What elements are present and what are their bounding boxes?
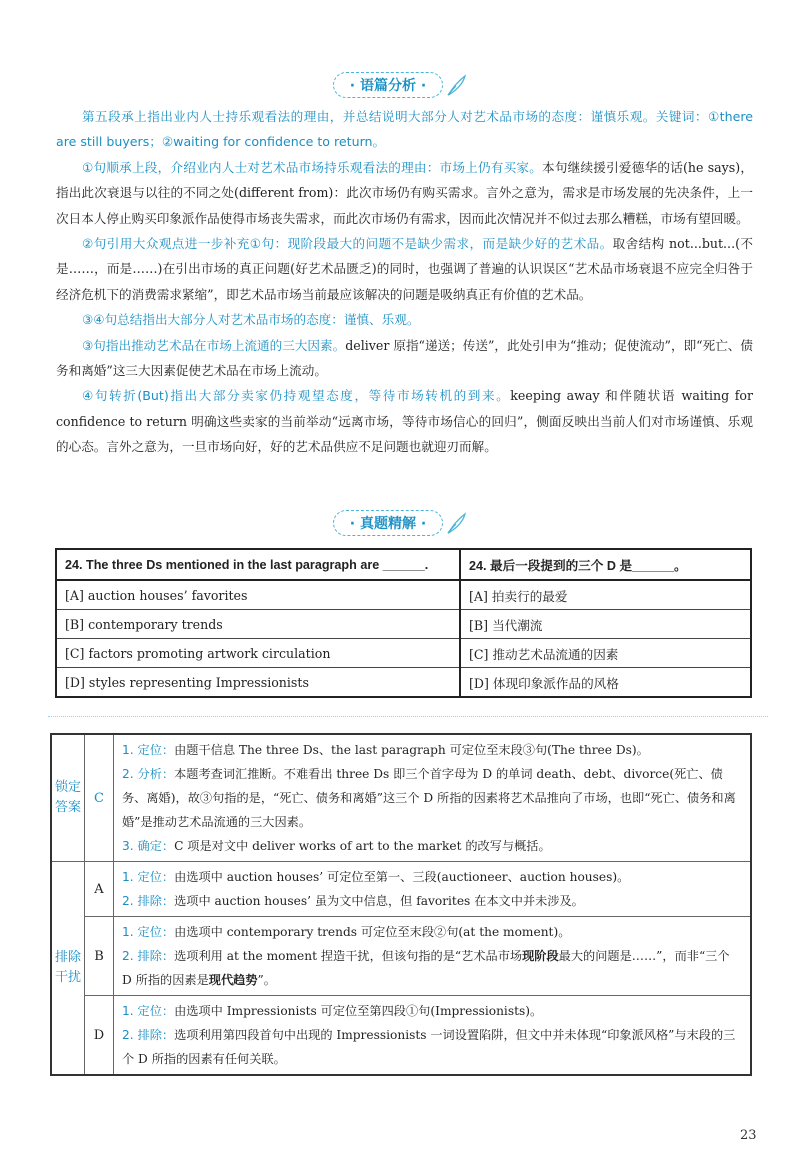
step-label: 1. 定位：	[122, 925, 175, 939]
question-stem-row	[56, 549, 751, 580]
step-text: 选项利用 at the moment 捏造干扰，但该句指的是“艺术品市场	[174, 949, 523, 963]
option-a-en: [A] auction houses’ favorites	[56, 580, 460, 610]
question-stem-en: 24. The three Ds mentioned in the last paragraph are ______.	[56, 549, 460, 580]
exclude-a-explanation	[114, 862, 752, 917]
step-text: 由选项中 auction houses’ 可定位至第一、三段(auctioneer、auction houses)。	[174, 870, 630, 884]
analysis-paragraph-4-text: deliver 原指“递送；传送”，此处引申为“推动；促使流动”，即“死亡、债务和离婚”这三大因素促使艺术品在市场上流动。	[56, 337, 753, 379]
answer-table	[50, 733, 752, 1076]
analysis-summary: 第五段承上指出业内人士持乐观看法的理由，并总结说明大部分人对艺术品市场的态度：谨慎乐观。关键词：①there are still buyers；②waiting for confidence to return。	[56, 109, 753, 150]
answer-exclude-a-row	[51, 862, 751, 917]
step-label: 2. 排除：	[122, 894, 175, 908]
exclude-letter-d: D	[85, 996, 114, 1076]
option-b-en: [B] contemporary trends	[56, 610, 460, 639]
analysis-paragraph-3-highlight: ③④句总结指出大部分人对艺术品市场的态度：谨慎、乐观。	[82, 312, 420, 328]
option-c-zh: [C] 推动艺术品流通的因素	[460, 639, 751, 668]
step-text: 本题考查词汇推断。不难看出 three Ds 即三个首字母为 D 的单词 death、debt、divorce(死亡、债务、离婚)，故③句指的是，“死亡、债务和离婚”这三个 D 所指的因素将艺术品推向了市场，也即“死亡、债务和离婚”是推动艺术品流通的三大因素。	[122, 767, 736, 829]
analysis-paragraph-4	[56, 333, 753, 384]
exclude-letter-a: A	[85, 862, 114, 917]
answer-exclude-d-row	[51, 996, 751, 1076]
step-text: 最大的问题是……”，而非“三个 D 所指的因素是	[122, 949, 730, 987]
correct-letter: C	[85, 734, 114, 862]
analysis-paragraph-2	[56, 231, 753, 307]
step-text: 由选项中 Impressionists 可定位至第四段①句(Impressionists)。	[174, 1004, 543, 1018]
exclude-b-explanation	[114, 917, 752, 996]
analysis-paragraph-5-highlight: ④句转折(But)指出大部分卖家仍持观望态度，等待市场转机的到来。	[82, 388, 511, 404]
answer-correct-row	[51, 734, 751, 862]
step-text: 选项利用第四段首句中出现的 Impressionists 一词设置陷阱，但文中并未体现“印象派风格”与末段的三个 D 所指的因素有任何关联。	[122, 1028, 736, 1066]
exclude-d-explanation	[114, 996, 752, 1076]
analysis-paragraph-2-highlight: ②句引用大众观点进一步补充①句：现阶段最大的问题不是缺少需求，而是缺少好的艺术品。	[82, 236, 613, 252]
option-a-zh: [A] 拍卖行的最爱	[460, 580, 751, 610]
step-text: 由选项中 contemporary trends 可定位至末段②句(at the moment)。	[174, 925, 571, 939]
analysis-paragraph-1-text: 本句继续援引爱德华的话(he says)，指出此次衰退与以往的不同之处(different from)：此次市场仍有购买需求。言外之意为，需求是市场发展的先决条件，上一次日本人停止购买印象派作品使得市场丧失需求，而此次市场仍有需求，因而此次情况并不似过去那么糟糕，市场有望回暖。	[56, 159, 753, 226]
analysis-paragraph-5-text: keeping away 和伴随状语 waiting for confidence to return 明确这些卖家的当前举动“远离市场，等待市场信心的回归”，侧面反映出当前人们对市场谨慎、乐观的心态。言外之意为，一旦市场向好，好的艺术品供应不足问题也就迎刃而解。	[56, 388, 753, 455]
step-label: 2. 分析：	[122, 767, 175, 781]
analysis-body	[56, 104, 753, 460]
emphasis-text: 现代趋势	[208, 973, 258, 987]
analysis-section-title: · 语篇分析 ·	[333, 72, 443, 98]
analysis-paragraph-5	[56, 383, 753, 459]
step-label: 3. 确定：	[122, 839, 175, 853]
exam-section-header	[0, 510, 800, 536]
correct-explanation	[114, 734, 752, 862]
exclude-letter-b: B	[85, 917, 114, 996]
category-correct-answer: 锁定答案	[51, 734, 85, 862]
emphasis-text: 现阶段	[522, 949, 559, 963]
question-table	[55, 548, 752, 698]
step-text: 选项中 auction houses’ 虽为文中信息，但 favorites 在本文中并未涉及。	[174, 894, 584, 908]
option-row-b	[56, 610, 751, 639]
page-number: 23	[740, 1128, 757, 1143]
analysis-paragraph-1	[56, 155, 753, 231]
question-stem-zh: 24. 最后一段提到的三个 D 是______。	[460, 549, 751, 580]
step-label: 2. 排除：	[122, 949, 175, 963]
step-label: 1. 定位：	[122, 870, 175, 884]
category-exclude: 排除干扰	[51, 862, 85, 1076]
option-row-c	[56, 639, 751, 668]
analysis-paragraph-4-highlight: ③句指出推动艺术品在市场上流通的三大因素。	[82, 337, 346, 353]
exam-section-title: · 真题精解 ·	[333, 510, 443, 536]
answer-exclude-b-row	[51, 917, 751, 996]
analysis-section-header	[0, 72, 800, 98]
step-text: 由题干信息 The three Ds、the last paragraph 可定位至末段③句(The three Ds)。	[174, 743, 649, 757]
analysis-paragraph-2-text: 取舍结构 not...but...(不是……，而是……)在引出市场的真正问题(好艺术品匮乏)的同时，也强调了普遍的认识误区“艺术品市场衰退不应完全归咎于经济危机下的消费需求紧缩”，即艺术品市场当前最应该解决的问题是吸纳真正有价值的艺术品。	[56, 236, 753, 302]
section-divider	[48, 716, 768, 717]
option-b-zh: [B] 当代潮流	[460, 610, 751, 639]
quill-pen-icon	[445, 512, 467, 536]
option-c-en: [C] factors promoting artwork circulation	[56, 639, 460, 668]
option-d-en: [D] styles representing Impressionists	[56, 668, 460, 698]
analysis-paragraph-3	[56, 307, 753, 332]
step-label: 1. 定位：	[122, 743, 175, 757]
option-d-zh: [D] 体现印象派作品的风格	[460, 668, 751, 698]
step-text: ”。	[257, 973, 276, 987]
quill-pen-icon	[445, 74, 467, 98]
option-row-a	[56, 580, 751, 610]
step-text: C 项是对文中 deliver works of art to the market 的改写与概括。	[174, 839, 551, 853]
option-row-d	[56, 668, 751, 698]
step-label: 2. 排除：	[122, 1028, 175, 1042]
step-label: 1. 定位：	[122, 1004, 175, 1018]
analysis-paragraph-1-highlight: ①句顺承上段，介绍业内人士对艺术品市场持乐观看法的理由：市场上仍有买家。	[82, 159, 543, 175]
